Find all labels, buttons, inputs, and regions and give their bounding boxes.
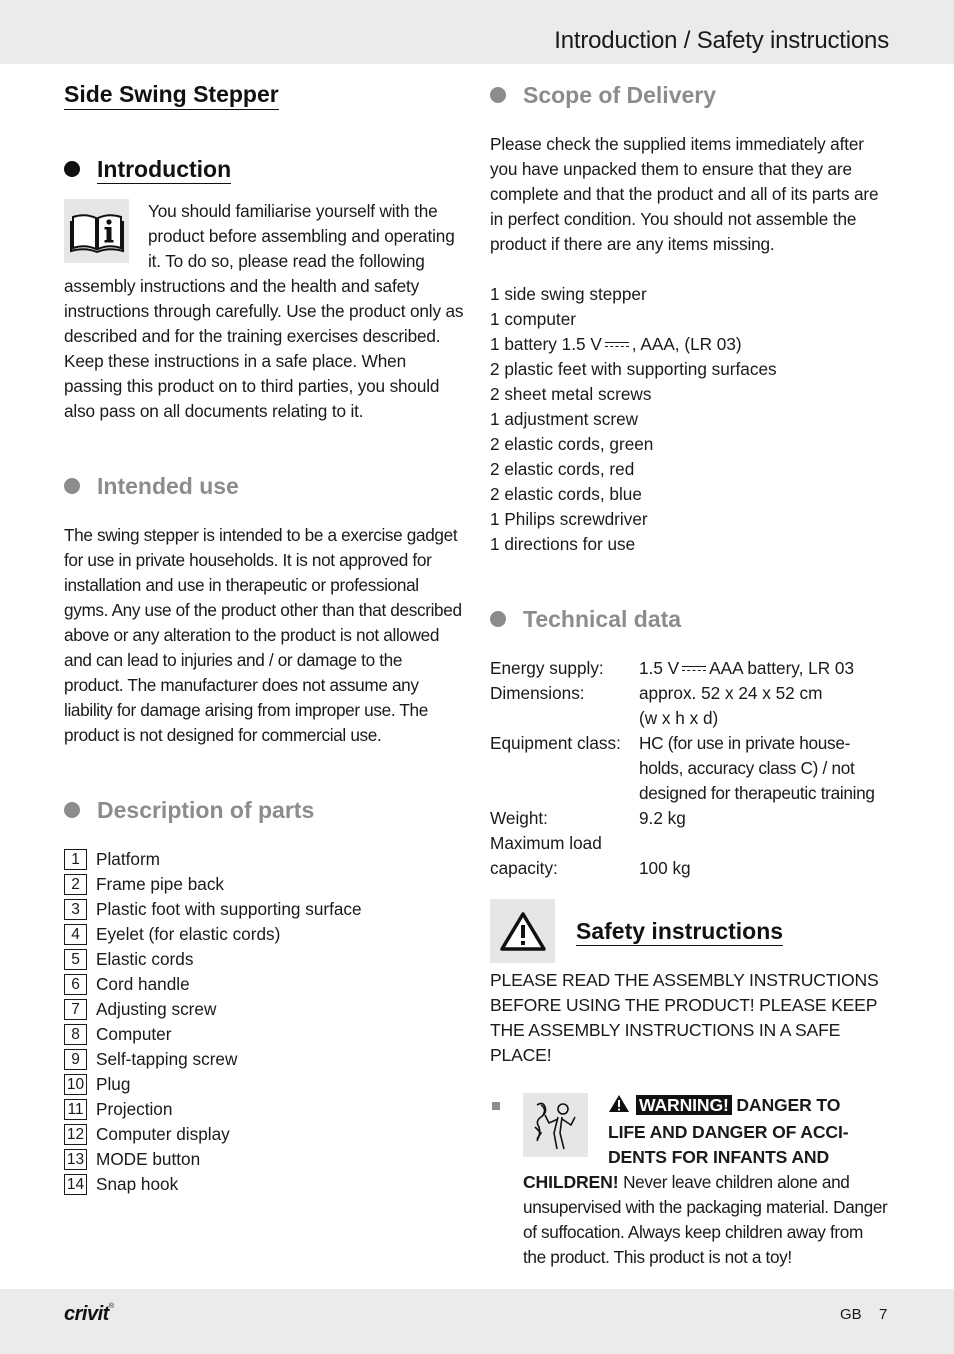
list-item <box>64 972 464 997</box>
warning-small-icon <box>608 1094 630 1120</box>
part-label: Plastic foot with supporting surface <box>96 899 362 919</box>
list-item <box>64 847 464 872</box>
warning-bold: CHILDREN! <box>523 1172 619 1192</box>
parts-list <box>64 847 464 1197</box>
safety-heading <box>490 899 890 963</box>
list-item: 2 elastic cords, green <box>490 434 654 454</box>
warning-body: Never leave children alone and unsupervised with the packaging material. Danger of suffocation. Always keep children away from the product. This product is not a toy! <box>523 1172 888 1267</box>
intended-use-title: Intended use <box>97 473 239 499</box>
info-book-icon <box>64 199 129 263</box>
list-item <box>64 1047 464 1072</box>
warning-tag: WARNING! <box>636 1095 732 1115</box>
warning-bold: DENTS FOR INFANTS AND <box>608 1147 830 1167</box>
part-label: Elastic cords <box>96 949 194 969</box>
technical-table <box>490 656 890 881</box>
bullet-icon <box>64 802 80 818</box>
list-item: 2 plastic feet with supporting surfaces <box>490 359 777 379</box>
table-row <box>490 656 890 681</box>
warning-bold: DANGER TO <box>736 1095 841 1115</box>
bullet-icon <box>490 611 506 627</box>
list-item <box>64 1097 464 1122</box>
list-item <box>64 1122 464 1147</box>
footer-bar <box>0 1289 954 1354</box>
list-item <box>64 997 464 1022</box>
part-number: 5 <box>64 949 87 970</box>
part-label: Platform <box>96 849 160 869</box>
brand-name: crivit <box>64 1303 109 1325</box>
bullet-icon <box>64 161 80 177</box>
part-label: Adjusting screw <box>96 999 217 1019</box>
scope-heading <box>490 80 890 110</box>
brand-logo <box>64 1303 113 1326</box>
part-label: Frame pipe back <box>96 874 225 894</box>
list-item <box>64 947 464 972</box>
intended-use-heading <box>64 471 464 501</box>
part-number: 10 <box>64 1074 87 1095</box>
spec-label: Energy supply: <box>490 658 604 678</box>
load-label-line: Maximum load <box>490 833 602 853</box>
part-number: 4 <box>64 924 87 945</box>
bullet-icon <box>490 87 506 103</box>
spec-label <box>490 831 639 881</box>
list-item <box>64 1147 464 1172</box>
load-label-line: capacity: <box>490 858 558 878</box>
spec-value: 9.2 kg <box>639 808 686 828</box>
list-item <box>64 1172 464 1197</box>
warning-triangle-icon <box>490 899 555 963</box>
parts-title: Description of parts <box>97 797 315 823</box>
child-packaging-icon <box>523 1093 588 1157</box>
battery-spec: , AAA, (LR 03) <box>631 334 742 354</box>
list-item: 2 elastic cords, blue <box>490 484 642 504</box>
technical-title: Technical data <box>523 606 682 632</box>
dc-symbol-icon <box>605 340 629 350</box>
part-label: Plug <box>96 1074 131 1094</box>
dimensions-unit: (w x h x d) <box>639 708 719 728</box>
spec-value: HC (for use in private house-holds, accuracy class C) / not designed for therapeutic training <box>639 733 875 803</box>
part-label: Eyelet (for elastic cords) <box>96 924 281 944</box>
list-item: 2 sheet metal screws <box>490 384 652 404</box>
scope-intro: Please check the supplied items immediately after you have unpacked them to ensure that they are complete and that the product and all of its parts are in perfect condition. You should not assemble the product if there are any items missing. <box>490 134 879 254</box>
list-item <box>490 332 890 357</box>
list-item <box>64 897 464 922</box>
list-item: 1 side swing stepper <box>490 284 647 304</box>
page-header-title: Introduction / Safety instructions <box>554 27 889 54</box>
part-number: 13 <box>64 1149 87 1170</box>
list-item: 2 elastic cords, red <box>490 459 635 479</box>
part-label: Projection <box>96 1099 173 1119</box>
introduction-section <box>64 199 464 424</box>
part-label: Snap hook <box>96 1174 179 1194</box>
warning-block <box>490 1093 890 1270</box>
introduction-heading <box>64 154 464 184</box>
scope-title: Scope of Delivery <box>523 82 717 108</box>
table-row <box>490 731 890 806</box>
list-item: 1 Philips screwdriver <box>490 509 648 529</box>
part-label: Computer <box>96 1024 172 1044</box>
language-code: GB <box>840 1306 862 1323</box>
header-bar <box>0 0 954 64</box>
table-row <box>490 831 890 881</box>
part-number: 12 <box>64 1124 87 1145</box>
spec-value <box>639 656 890 681</box>
spec-label: Weight: <box>490 808 548 828</box>
safety-caps-text: PLEASE READ THE ASSEMBLY INSTRUCTIONS BEFORE USING THE PRODUCT! PLEASE KEEP THE ASSEMBLY INSTRUCTIONS IN A SAFE PLACE! <box>490 970 879 1065</box>
list-item: 1 adjustment screw <box>490 409 639 429</box>
table-row <box>490 806 890 831</box>
introduction-text: You should familiarise yourself with the product before assembling and operating it. To do so, please read the following assembly instructions and the health and safety instructions through carefully. Use the product only as described and for the training exercises described. Keep these instructions in a safe place. When passing this product on to third parties, you should also pass on all documents relating to it. <box>64 201 464 421</box>
spec-label: Dimensions: <box>490 683 585 703</box>
list-item <box>64 1072 464 1097</box>
part-number: 7 <box>64 999 87 1020</box>
battery-text: 1 battery 1.5 V <box>490 334 602 354</box>
left-column <box>64 80 464 1197</box>
part-number: 1 <box>64 849 87 870</box>
part-number: 2 <box>64 874 87 895</box>
part-number: 9 <box>64 1049 87 1070</box>
part-number: 3 <box>64 899 87 920</box>
dc-symbol-icon <box>682 664 706 674</box>
list-item <box>64 1022 464 1047</box>
registered-mark: ® <box>108 1303 114 1310</box>
part-number: 6 <box>64 974 87 995</box>
warning-bold: LIFE AND DANGER OF ACCI- <box>608 1122 849 1142</box>
list-item <box>64 872 464 897</box>
list-item <box>64 922 464 947</box>
table-row <box>490 681 890 731</box>
spec-label: Equipment class: <box>490 733 621 753</box>
dimensions-value: approx. 52 x 24 x 52 cm <box>639 683 823 703</box>
square-bullet-icon <box>492 1102 500 1110</box>
technical-heading <box>490 604 890 634</box>
part-number: 8 <box>64 1024 87 1045</box>
part-number: 11 <box>64 1099 87 1120</box>
spec-value <box>639 681 890 731</box>
part-label: MODE button <box>96 1149 201 1169</box>
energy-battery: AAA battery, LR 03 <box>709 658 855 678</box>
safety-title: Safety instructions <box>576 917 784 944</box>
right-column <box>490 80 890 1270</box>
part-number: 14 <box>64 1174 87 1195</box>
part-label: Cord handle <box>96 974 190 994</box>
list-item: 1 computer <box>490 309 576 329</box>
energy-voltage: 1.5 V <box>639 658 680 678</box>
product-title: Side Swing Stepper <box>64 80 279 110</box>
part-label: Computer display <box>96 1124 230 1144</box>
list-item: 1 directions for use <box>490 534 636 554</box>
spec-value: 100 kg <box>639 858 691 878</box>
introduction-title: Introduction <box>97 155 232 182</box>
bullet-icon <box>64 478 80 494</box>
parts-heading <box>64 795 464 825</box>
part-label: Self-tapping screw <box>96 1049 238 1069</box>
page-number: 7 <box>879 1306 888 1323</box>
scope-list <box>490 282 890 557</box>
intended-use-text: The swing stepper is intended to be a exercise gadget for use in private households. It is not approved for installation and use in therapeutic or professional gyms. Any use of the product other than that described above or any alteration to the product is not allowed and can lead to injuries and / or damage to the product. The manufacturer does not assume any liability for damage arising from improper use. The product is not designed for commercial use. <box>64 525 462 745</box>
